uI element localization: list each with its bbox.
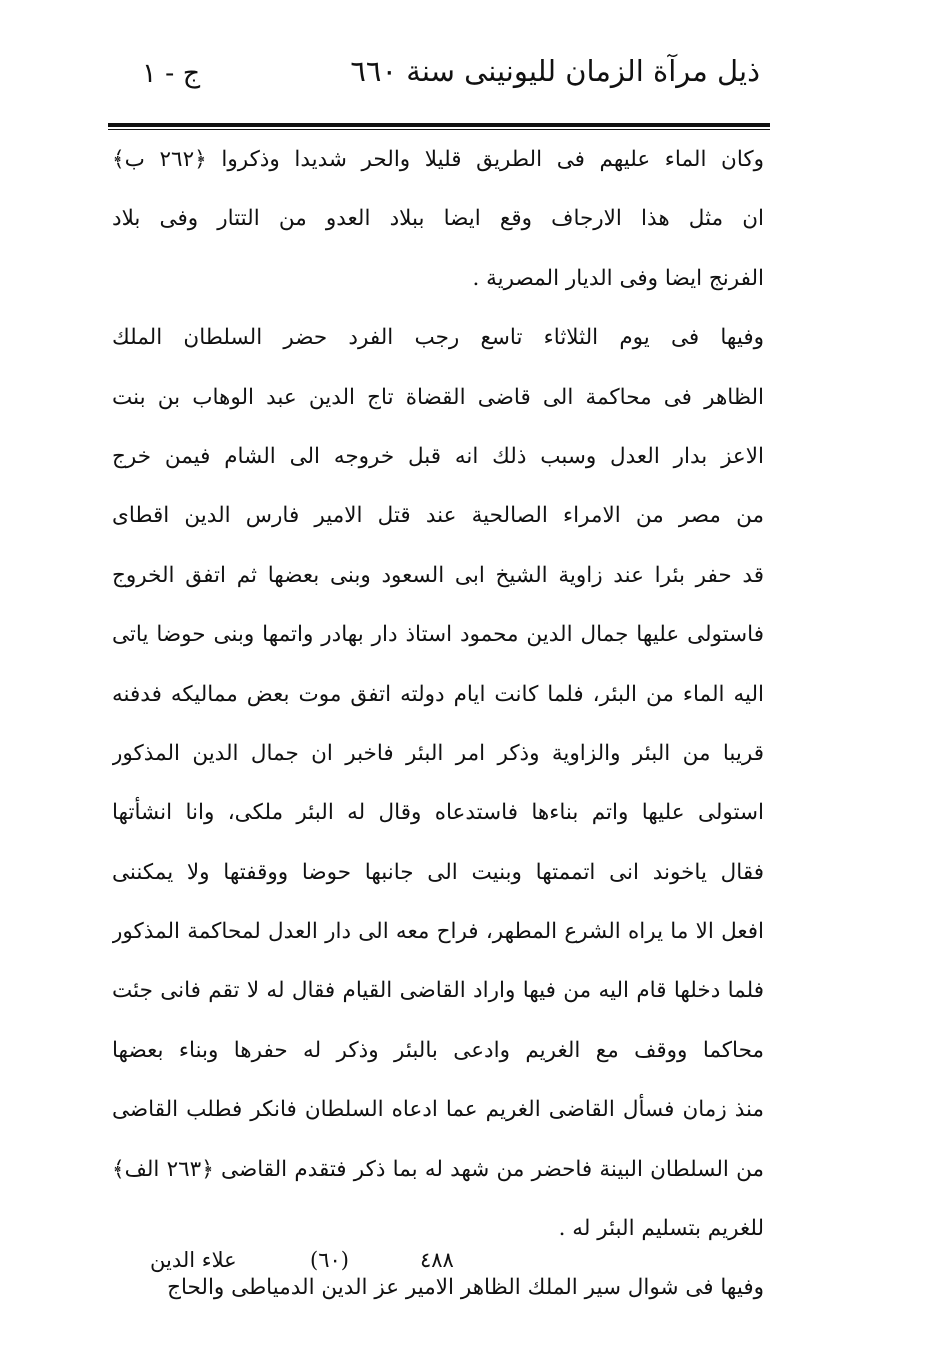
text-line: فقال ياخوند انى اتممتها وبنيت الى جانبها حوضا ووقفتها ولا يمكننى bbox=[112, 859, 764, 885]
text-line: وفيها فى شوال سير الملك الظاهر الامير عز الدين الدمياطى والحاج bbox=[167, 1275, 764, 1301]
text-line: اليه الماء من البئر، فلما كانت ايام دولته اتفق موت بعض مماليكه فدفنه bbox=[112, 681, 764, 707]
header-volume: ج - ١ bbox=[142, 58, 201, 89]
page-footer bbox=[120, 1248, 760, 1288]
text-line: استولى عليها واتم بناءها فاستدعاه وقال له البئر ملكى، وانا انشأتها bbox=[112, 800, 764, 826]
signature-mark: (٦٠) bbox=[310, 1248, 349, 1272]
text-line: منذ زمان فسأل القاضى الغريم عما ادعاه السلطان فانكر فطلب القاضى bbox=[112, 1097, 764, 1123]
text-line: من السلطان البينة فاحضر من شهد له بما ذكر فتقدم القاضى ﴿٢٦٣ الف﴾ bbox=[112, 1156, 764, 1182]
body-text bbox=[112, 130, 764, 1318]
text-line: من مصر من الامراء الصالحية عند قتل الامير فارس الدين اقطاى bbox=[112, 503, 764, 529]
text-line: ان مثل هذا الارجاف وقع ايضا ببلاد العدو من التتار وفى بلاد bbox=[112, 206, 764, 232]
text-line: الفرنج ايضا وفى الديار المصرية . bbox=[472, 265, 764, 291]
text-line: الظاهر فى محاكمة الى قاضى القضاة تاج الدين عبد الوهاب بن بنت bbox=[112, 384, 764, 410]
text-line: وفيها فى يوم الثلاثاء تاسع رجب الفرد حضر السلطان الملك bbox=[112, 325, 764, 351]
header-rule bbox=[108, 123, 770, 127]
header-title: ذيل مرآة الزمان لليونينى سنة ٦٦٠ bbox=[350, 54, 760, 88]
text-line: وكان الماء عليهم فى الطريق قليلا والحر شديدا وذكروا ﴿٢٦٢ ب﴾ bbox=[112, 147, 764, 172]
catchword: علاء الدين bbox=[150, 1248, 237, 1272]
text-line: قريبا من البئر والزاوية وذكر امر البئر فاخبر ان جمال الدين المذكور bbox=[112, 740, 764, 766]
text-line: قد حفر بئرا عند زاوية الشيخ ابى السعود وبنى بعضها ثم اتفق الخروج bbox=[112, 562, 764, 588]
text-line: فاستولى عليها جمال الدين محمود استاذ دار بهادر واتمها وبنى حوضا ياتى bbox=[112, 622, 764, 648]
text-line: افعل الا ما يراه الشرع المطهر، فراح معه الى دار العدل لمحاكمة المذكور bbox=[112, 919, 764, 945]
text-line: فلما دخلها قام اليه من فيها واراد القاضى القيام فقال له لا تقم فانى جئت bbox=[112, 978, 764, 1004]
text-line: للغريم بتسليم البئر له . bbox=[558, 1216, 764, 1242]
running-header bbox=[120, 48, 760, 104]
text-line: محاكما ووقف مع الغريم وادعى بالبئر وذكر له حفرها وبناء بعضها bbox=[112, 1037, 764, 1063]
text-line: الاعز بدار العدل وسبب ذلك انه قبل خروجه الى الشام فيمن خرج bbox=[112, 443, 764, 469]
page-number: ٤٨٨ bbox=[420, 1248, 454, 1272]
